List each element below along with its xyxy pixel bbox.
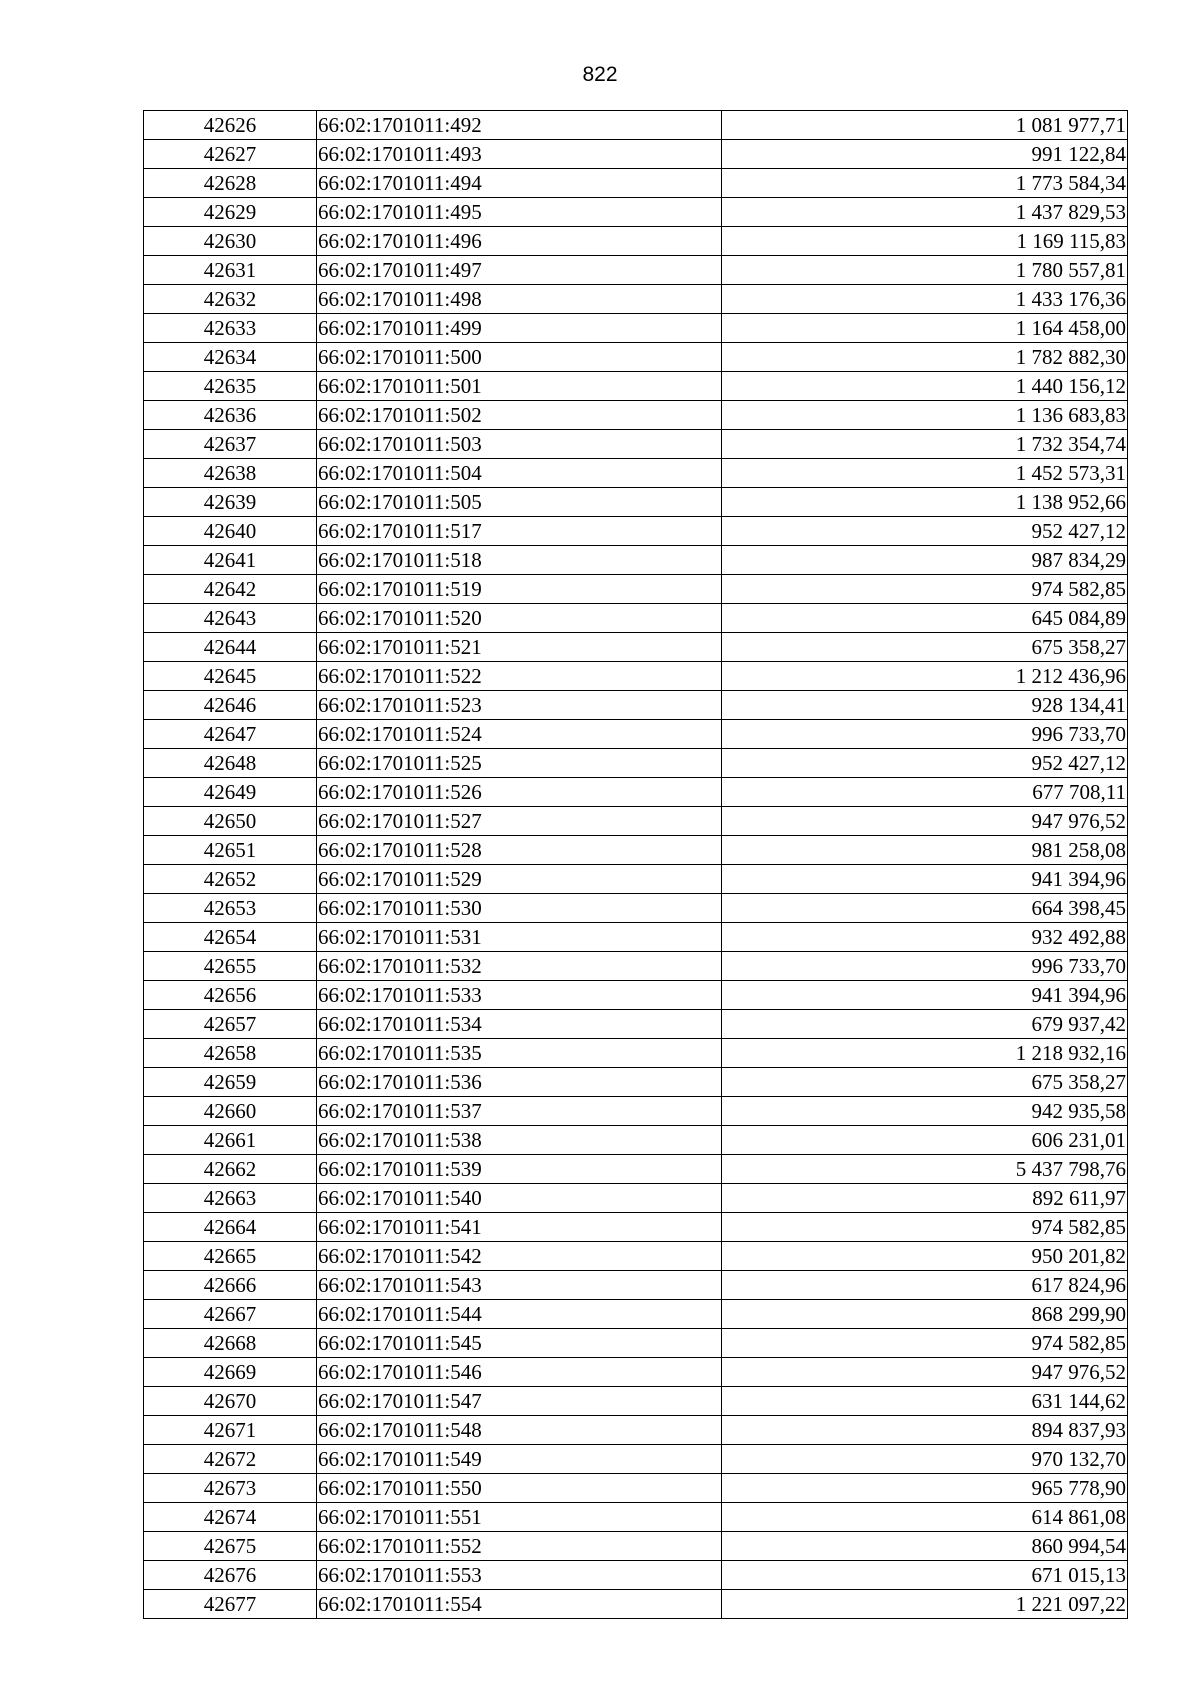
- cadastral-value-cell: 1 437 829,53: [722, 198, 1128, 227]
- cadastral-value-cell: 1 212 436,96: [722, 662, 1128, 691]
- row-number-cell: 42658: [144, 1039, 317, 1068]
- cadastral-number-cell: 66:02:1701011:494: [317, 169, 722, 198]
- table-row: [144, 1329, 1128, 1358]
- cadastral-number-cell: 66:02:1701011:534: [317, 1010, 722, 1039]
- cadastral-number-cell: 66:02:1701011:519: [317, 575, 722, 604]
- row-number-cell: 42642: [144, 575, 317, 604]
- cadastral-value-cell: 942 935,58: [722, 1097, 1128, 1126]
- row-number-cell: 42664: [144, 1213, 317, 1242]
- cadastral-number-cell: 66:02:1701011:533: [317, 981, 722, 1010]
- row-number-cell: 42635: [144, 372, 317, 401]
- cadastral-value-cell: 677 708,11: [722, 778, 1128, 807]
- row-number-cell: 42632: [144, 285, 317, 314]
- table-row: [144, 198, 1128, 227]
- cadastral-value-cell: 952 427,12: [722, 749, 1128, 778]
- row-number-cell: 42646: [144, 691, 317, 720]
- cadastral-value-cell: 631 144,62: [722, 1387, 1128, 1416]
- cadastral-number-cell: 66:02:1701011:551: [317, 1503, 722, 1532]
- table-row: [144, 1068, 1128, 1097]
- cadastral-value-cell: 606 231,01: [722, 1126, 1128, 1155]
- row-number-cell: 42627: [144, 140, 317, 169]
- cadastral-value-cell: 675 358,27: [722, 1068, 1128, 1097]
- table-body: [144, 111, 1128, 1619]
- row-number-cell: 42666: [144, 1271, 317, 1300]
- cadastral-number-cell: 66:02:1701011:497: [317, 256, 722, 285]
- cadastral-number-cell: 66:02:1701011:498: [317, 285, 722, 314]
- row-number-cell: 42633: [144, 314, 317, 343]
- row-number-cell: 42671: [144, 1416, 317, 1445]
- cadastral-number-cell: 66:02:1701011:538: [317, 1126, 722, 1155]
- cadastral-value-cell: 996 733,70: [722, 952, 1128, 981]
- cadastral-value-cell: 868 299,90: [722, 1300, 1128, 1329]
- table-row: [144, 517, 1128, 546]
- table-row: [144, 1358, 1128, 1387]
- table-row: [144, 1532, 1128, 1561]
- row-number-cell: 42663: [144, 1184, 317, 1213]
- table-row: [144, 401, 1128, 430]
- cadastral-number-cell: 66:02:1701011:526: [317, 778, 722, 807]
- row-number-cell: 42657: [144, 1010, 317, 1039]
- cadastral-number-cell: 66:02:1701011:495: [317, 198, 722, 227]
- table-row: [144, 778, 1128, 807]
- cadastral-number-cell: 66:02:1701011:501: [317, 372, 722, 401]
- table-row: [144, 981, 1128, 1010]
- cadastral-number-cell: 66:02:1701011:503: [317, 430, 722, 459]
- cadastral-number-cell: 66:02:1701011:536: [317, 1068, 722, 1097]
- row-number-cell: 42670: [144, 1387, 317, 1416]
- cadastral-number-cell: 66:02:1701011:535: [317, 1039, 722, 1068]
- cadastral-value-cell: 1 218 932,16: [722, 1039, 1128, 1068]
- table-row: [144, 1242, 1128, 1271]
- table-row: [144, 1561, 1128, 1590]
- cadastral-value-cell: 1 440 156,12: [722, 372, 1128, 401]
- table-row: [144, 836, 1128, 865]
- cadastral-number-cell: 66:02:1701011:522: [317, 662, 722, 691]
- cadastral-value-cell: 1 773 584,34: [722, 169, 1128, 198]
- table-row: [144, 459, 1128, 488]
- table-row: [144, 1097, 1128, 1126]
- cadastral-value-cell: 1 732 354,74: [722, 430, 1128, 459]
- table-row: [144, 662, 1128, 691]
- row-number-cell: 42638: [144, 459, 317, 488]
- cadastral-number-cell: 66:02:1701011:541: [317, 1213, 722, 1242]
- cadastral-value-cell: 950 201,82: [722, 1242, 1128, 1271]
- row-number-cell: 42636: [144, 401, 317, 430]
- cadastral-number-cell: 66:02:1701011:499: [317, 314, 722, 343]
- cadastral-value-cell: 860 994,54: [722, 1532, 1128, 1561]
- table-row: [144, 430, 1128, 459]
- cadastral-value-cell: 664 398,45: [722, 894, 1128, 923]
- row-number-cell: 42668: [144, 1329, 317, 1358]
- cadastral-number-cell: 66:02:1701011:504: [317, 459, 722, 488]
- cadastral-number-cell: 66:02:1701011:549: [317, 1445, 722, 1474]
- cadastral-value-cell: 1 782 882,30: [722, 343, 1128, 372]
- row-number-cell: 42631: [144, 256, 317, 285]
- row-number-cell: 42672: [144, 1445, 317, 1474]
- cadastral-number-cell: 66:02:1701011:539: [317, 1155, 722, 1184]
- cadastral-value-cell: 991 122,84: [722, 140, 1128, 169]
- cadastral-value-cell: 5 437 798,76: [722, 1155, 1128, 1184]
- cadastral-number-cell: 66:02:1701011:500: [317, 343, 722, 372]
- cadastral-value-cell: 892 611,97: [722, 1184, 1128, 1213]
- row-number-cell: 42654: [144, 923, 317, 952]
- cadastral-number-cell: 66:02:1701011:502: [317, 401, 722, 430]
- cadastral-value-cell: 1 136 683,83: [722, 401, 1128, 430]
- cadastral-value-cell: 928 134,41: [722, 691, 1128, 720]
- row-number-cell: 42626: [144, 111, 317, 140]
- cadastral-value-cell: 1 780 557,81: [722, 256, 1128, 285]
- row-number-cell: 42630: [144, 227, 317, 256]
- cadastral-number-cell: 66:02:1701011:548: [317, 1416, 722, 1445]
- cadastral-number-cell: 66:02:1701011:520: [317, 604, 722, 633]
- table-row: [144, 633, 1128, 662]
- cadastral-value-cell: 1 169 115,83: [722, 227, 1128, 256]
- cadastral-number-cell: 66:02:1701011:546: [317, 1358, 722, 1387]
- page-number: 822: [582, 63, 618, 86]
- cadastral-number-cell: 66:02:1701011:524: [317, 720, 722, 749]
- cadastral-number-cell: 66:02:1701011:537: [317, 1097, 722, 1126]
- row-number-cell: 42637: [144, 430, 317, 459]
- cadastral-number-cell: 66:02:1701011:547: [317, 1387, 722, 1416]
- row-number-cell: 42649: [144, 778, 317, 807]
- table-row: [144, 372, 1128, 401]
- table-row: [144, 1271, 1128, 1300]
- cadastral-number-cell: 66:02:1701011:544: [317, 1300, 722, 1329]
- table-row: [144, 1010, 1128, 1039]
- table-row: [144, 546, 1128, 575]
- row-number-cell: 42648: [144, 749, 317, 778]
- cadastral-value-cell: 1 138 952,66: [722, 488, 1128, 517]
- row-number-cell: 42641: [144, 546, 317, 575]
- cadastral-value-cell: 645 084,89: [722, 604, 1128, 633]
- table-row: [144, 923, 1128, 952]
- table-row: [144, 256, 1128, 285]
- row-number-cell: 42634: [144, 343, 317, 372]
- table-row: [144, 691, 1128, 720]
- cadastral-number-cell: 66:02:1701011:531: [317, 923, 722, 952]
- row-number-cell: 42656: [144, 981, 317, 1010]
- cadastral-value-cell: 941 394,96: [722, 865, 1128, 894]
- table-row: [144, 1474, 1128, 1503]
- row-number-cell: 42655: [144, 952, 317, 981]
- table-row: [144, 807, 1128, 836]
- row-number-cell: 42677: [144, 1590, 317, 1619]
- table-row: [144, 1184, 1128, 1213]
- table-row: [144, 1503, 1128, 1532]
- table-row: [144, 720, 1128, 749]
- row-number-cell: 42675: [144, 1532, 317, 1561]
- row-number-cell: 42647: [144, 720, 317, 749]
- cadastral-value-cell: 965 778,90: [722, 1474, 1128, 1503]
- cadastral-value-cell: 932 492,88: [722, 923, 1128, 952]
- cadastral-value-table: [143, 110, 1128, 1619]
- cadastral-value-cell: 970 132,70: [722, 1445, 1128, 1474]
- cadastral-number-cell: 66:02:1701011:550: [317, 1474, 722, 1503]
- cadastral-value-cell: 617 824,96: [722, 1271, 1128, 1300]
- cadastral-number-cell: 66:02:1701011:554: [317, 1590, 722, 1619]
- cadastral-number-cell: 66:02:1701011:542: [317, 1242, 722, 1271]
- row-number-cell: 42628: [144, 169, 317, 198]
- table-row: [144, 1155, 1128, 1184]
- row-number-cell: 42629: [144, 198, 317, 227]
- row-number-cell: 42640: [144, 517, 317, 546]
- row-number-cell: 42673: [144, 1474, 317, 1503]
- table-row: [144, 1300, 1128, 1329]
- table-row: [144, 1039, 1128, 1068]
- cadastral-value-cell: 974 582,85: [722, 1213, 1128, 1242]
- table-row: [144, 488, 1128, 517]
- cadastral-number-cell: 66:02:1701011:545: [317, 1329, 722, 1358]
- table-row: [144, 1213, 1128, 1242]
- cadastral-value-cell: 1 081 977,71: [722, 111, 1128, 140]
- table-row: [144, 952, 1128, 981]
- table-row: [144, 1416, 1128, 1445]
- cadastral-number-cell: 66:02:1701011:553: [317, 1561, 722, 1590]
- cadastral-value-cell: 952 427,12: [722, 517, 1128, 546]
- table-row: [144, 169, 1128, 198]
- cadastral-number-cell: 66:02:1701011:528: [317, 836, 722, 865]
- table-row: [144, 140, 1128, 169]
- cadastral-number-cell: 66:02:1701011:521: [317, 633, 722, 662]
- cadastral-value-cell: 987 834,29: [722, 546, 1128, 575]
- cadastral-number-cell: 66:02:1701011:552: [317, 1532, 722, 1561]
- row-number-cell: 42651: [144, 836, 317, 865]
- row-number-cell: 42650: [144, 807, 317, 836]
- cadastral-number-cell: 66:02:1701011:543: [317, 1271, 722, 1300]
- cadastral-value-cell: 614 861,08: [722, 1503, 1128, 1532]
- table-row: [144, 343, 1128, 372]
- cadastral-value-cell: 974 582,85: [722, 575, 1128, 604]
- table-row: [144, 1590, 1128, 1619]
- table-row: [144, 894, 1128, 923]
- row-number-cell: 42645: [144, 662, 317, 691]
- cadastral-value-cell: 675 358,27: [722, 633, 1128, 662]
- cadastral-value-cell: 981 258,08: [722, 836, 1128, 865]
- cadastral-number-cell: 66:02:1701011:517: [317, 517, 722, 546]
- table-row: [144, 285, 1128, 314]
- table-row: [144, 865, 1128, 894]
- row-number-cell: 42676: [144, 1561, 317, 1590]
- table-row: [144, 749, 1128, 778]
- cadastral-number-cell: 66:02:1701011:530: [317, 894, 722, 923]
- row-number-cell: 42653: [144, 894, 317, 923]
- cadastral-value-cell: 1 221 097,22: [722, 1590, 1128, 1619]
- cadastral-value-cell: 1 164 458,00: [722, 314, 1128, 343]
- cadastral-number-cell: 66:02:1701011:523: [317, 691, 722, 720]
- table-row: [144, 314, 1128, 343]
- cadastral-number-cell: 66:02:1701011:518: [317, 546, 722, 575]
- cadastral-value-cell: 941 394,96: [722, 981, 1128, 1010]
- cadastral-number-cell: 66:02:1701011:492: [317, 111, 722, 140]
- row-number-cell: 42667: [144, 1300, 317, 1329]
- table-row: [144, 575, 1128, 604]
- cadastral-number-cell: 66:02:1701011:525: [317, 749, 722, 778]
- table-row: [144, 1445, 1128, 1474]
- cadastral-number-cell: 66:02:1701011:529: [317, 865, 722, 894]
- cadastral-value-cell: 947 976,52: [722, 807, 1128, 836]
- row-number-cell: 42662: [144, 1155, 317, 1184]
- cadastral-value-cell: 671 015,13: [722, 1561, 1128, 1590]
- cadastral-number-cell: 66:02:1701011:540: [317, 1184, 722, 1213]
- cadastral-value-cell: 974 582,85: [722, 1329, 1128, 1358]
- cadastral-value-cell: 1 452 573,31: [722, 459, 1128, 488]
- cadastral-value-cell: 1 433 176,36: [722, 285, 1128, 314]
- table-row: [144, 111, 1128, 140]
- row-number-cell: 42669: [144, 1358, 317, 1387]
- row-number-cell: 42639: [144, 488, 317, 517]
- cadastral-value-cell: 679 937,42: [722, 1010, 1128, 1039]
- table-row: [144, 604, 1128, 633]
- row-number-cell: 42659: [144, 1068, 317, 1097]
- cadastral-value-cell: 996 733,70: [722, 720, 1128, 749]
- table-row: [144, 1387, 1128, 1416]
- cadastral-number-cell: 66:02:1701011:532: [317, 952, 722, 981]
- cadastral-value-cell: 947 976,52: [722, 1358, 1128, 1387]
- row-number-cell: 42665: [144, 1242, 317, 1271]
- cadastral-number-cell: 66:02:1701011:505: [317, 488, 722, 517]
- cadastral-value-cell: 894 837,93: [722, 1416, 1128, 1445]
- row-number-cell: 42652: [144, 865, 317, 894]
- row-number-cell: 42660: [144, 1097, 317, 1126]
- table-row: [144, 1126, 1128, 1155]
- row-number-cell: 42644: [144, 633, 317, 662]
- row-number-cell: 42661: [144, 1126, 317, 1155]
- row-number-cell: 42643: [144, 604, 317, 633]
- cadastral-number-cell: 66:02:1701011:496: [317, 227, 722, 256]
- table-row: [144, 227, 1128, 256]
- row-number-cell: 42674: [144, 1503, 317, 1532]
- cadastral-number-cell: 66:02:1701011:493: [317, 140, 722, 169]
- cadastral-number-cell: 66:02:1701011:527: [317, 807, 722, 836]
